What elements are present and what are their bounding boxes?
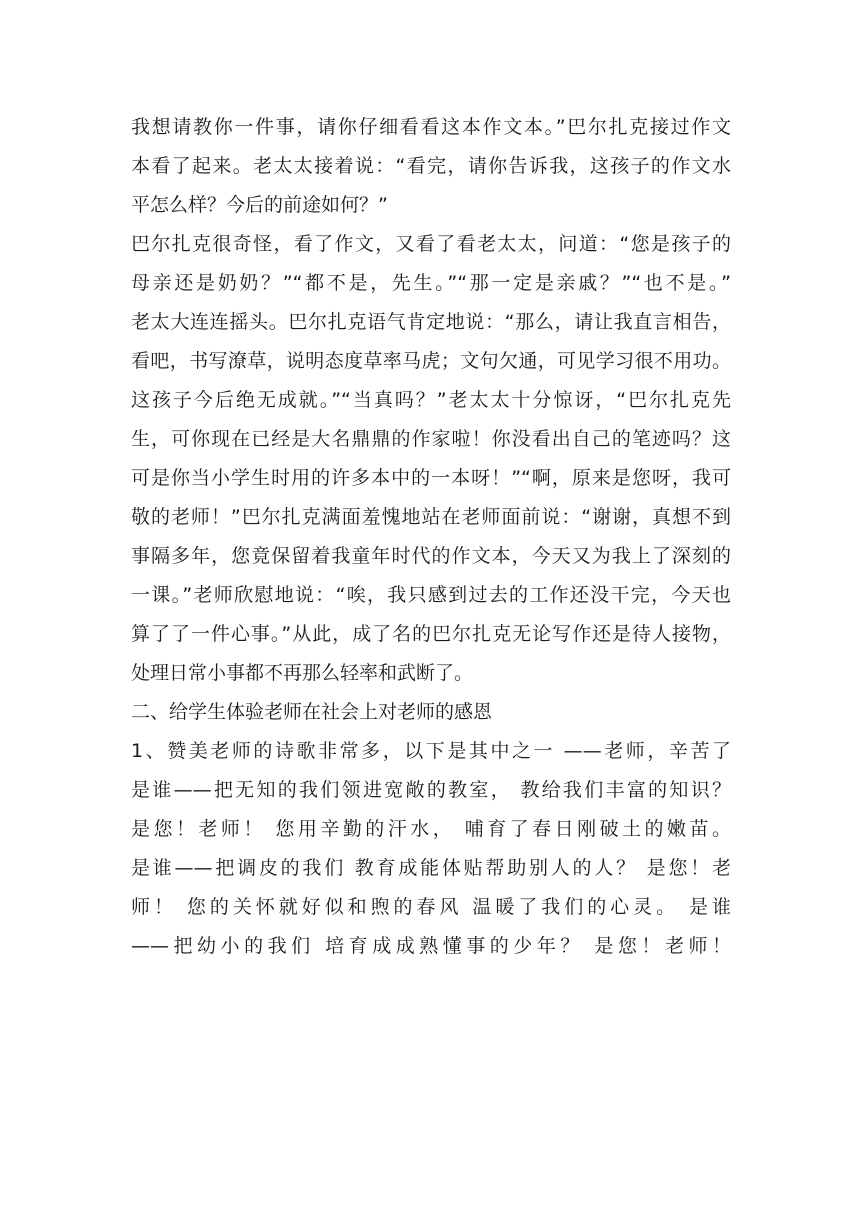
text-line: 可是你当小学生时用的许多本中的一本呀！”“啊，原来是您呀，我可 bbox=[131, 467, 731, 489]
text-line: 这孩子今后绝无成就。”“当真吗？”老太太十分惊讶，“巴尔扎克先 bbox=[131, 389, 731, 411]
text-line: 事隔多年，您竟保留着我童年时代的作文本，今天又为我上了深刻的 bbox=[131, 545, 731, 567]
text-line: 敬的老师！”巴尔扎克满面羞愧地站在老师面前说：“谢谢，真想不到 bbox=[131, 506, 731, 528]
text-line: 我想请教你一件事，请你仔细看看这本作文本。”巴尔扎克接过作文 bbox=[131, 116, 731, 138]
poem-line: 是谁——把调皮的我们 教育成能体贴帮助别人的人？ 是您！老 bbox=[131, 857, 731, 879]
text-line: 处理日常小事都不再那么轻率和武断了。 bbox=[131, 662, 474, 684]
text-line: 一课。”老师欣慰地说：“唉，我只感到过去的工作还没干完，今天也 bbox=[131, 584, 731, 606]
poem-line: 是您！老师！ 您用辛勤的汗水， 哺育了春日刚破土的嫩苗。 bbox=[131, 818, 731, 840]
poem-line: ——把幼小的我们 培育成成熟懂事的少年？ 是您！老师！ bbox=[131, 935, 731, 957]
text-line: 老太大连连摇头。巴尔扎克语气肯定地说：“那么，请让我直言相告， bbox=[131, 311, 731, 333]
text-line: 本看了起来。老太太接着说：“看完，请你告诉我，这孩子的作文水 bbox=[131, 155, 731, 177]
document-body bbox=[131, 108, 731, 966]
text-line: 巴尔扎克很奇怪，看了作文，又看了看老太太，问道：“您是孩子的 bbox=[131, 233, 731, 255]
text-line: 母亲还是奶奶？”“都不是，先生。”“那一定是亲戚？”“也不是。” bbox=[131, 272, 731, 294]
text-line: 生，可你现在已经是大名鼎鼎的作家啦！你没看出自己的笔迹吗？这 bbox=[131, 428, 731, 450]
section-heading: 二、给学生体验老师在社会上对老师的感恩 bbox=[131, 701, 493, 723]
poem-line: 是谁——把无知的我们领进宽敞的教室， 教给我们丰富的知识？ bbox=[131, 779, 731, 801]
text-line: 算了了一件心事。”从此，成了名的巴尔扎克无论写作还是待人接物， bbox=[131, 623, 731, 645]
text-line: 平怎么样？今后的前途如何？” bbox=[131, 194, 388, 216]
text-line: 看吧，书写潦草，说明态度草率马虎；文句欠通，可见学习很不用功。 bbox=[131, 350, 731, 372]
text-line: 1、赞美老师的诗歌非常多，以下是其中之一 ——老师，辛苦了 bbox=[131, 740, 731, 762]
poem-line: 师！ 您的关怀就好似和煦的春风 温暖了我们的心灵。 是谁 bbox=[131, 896, 731, 918]
